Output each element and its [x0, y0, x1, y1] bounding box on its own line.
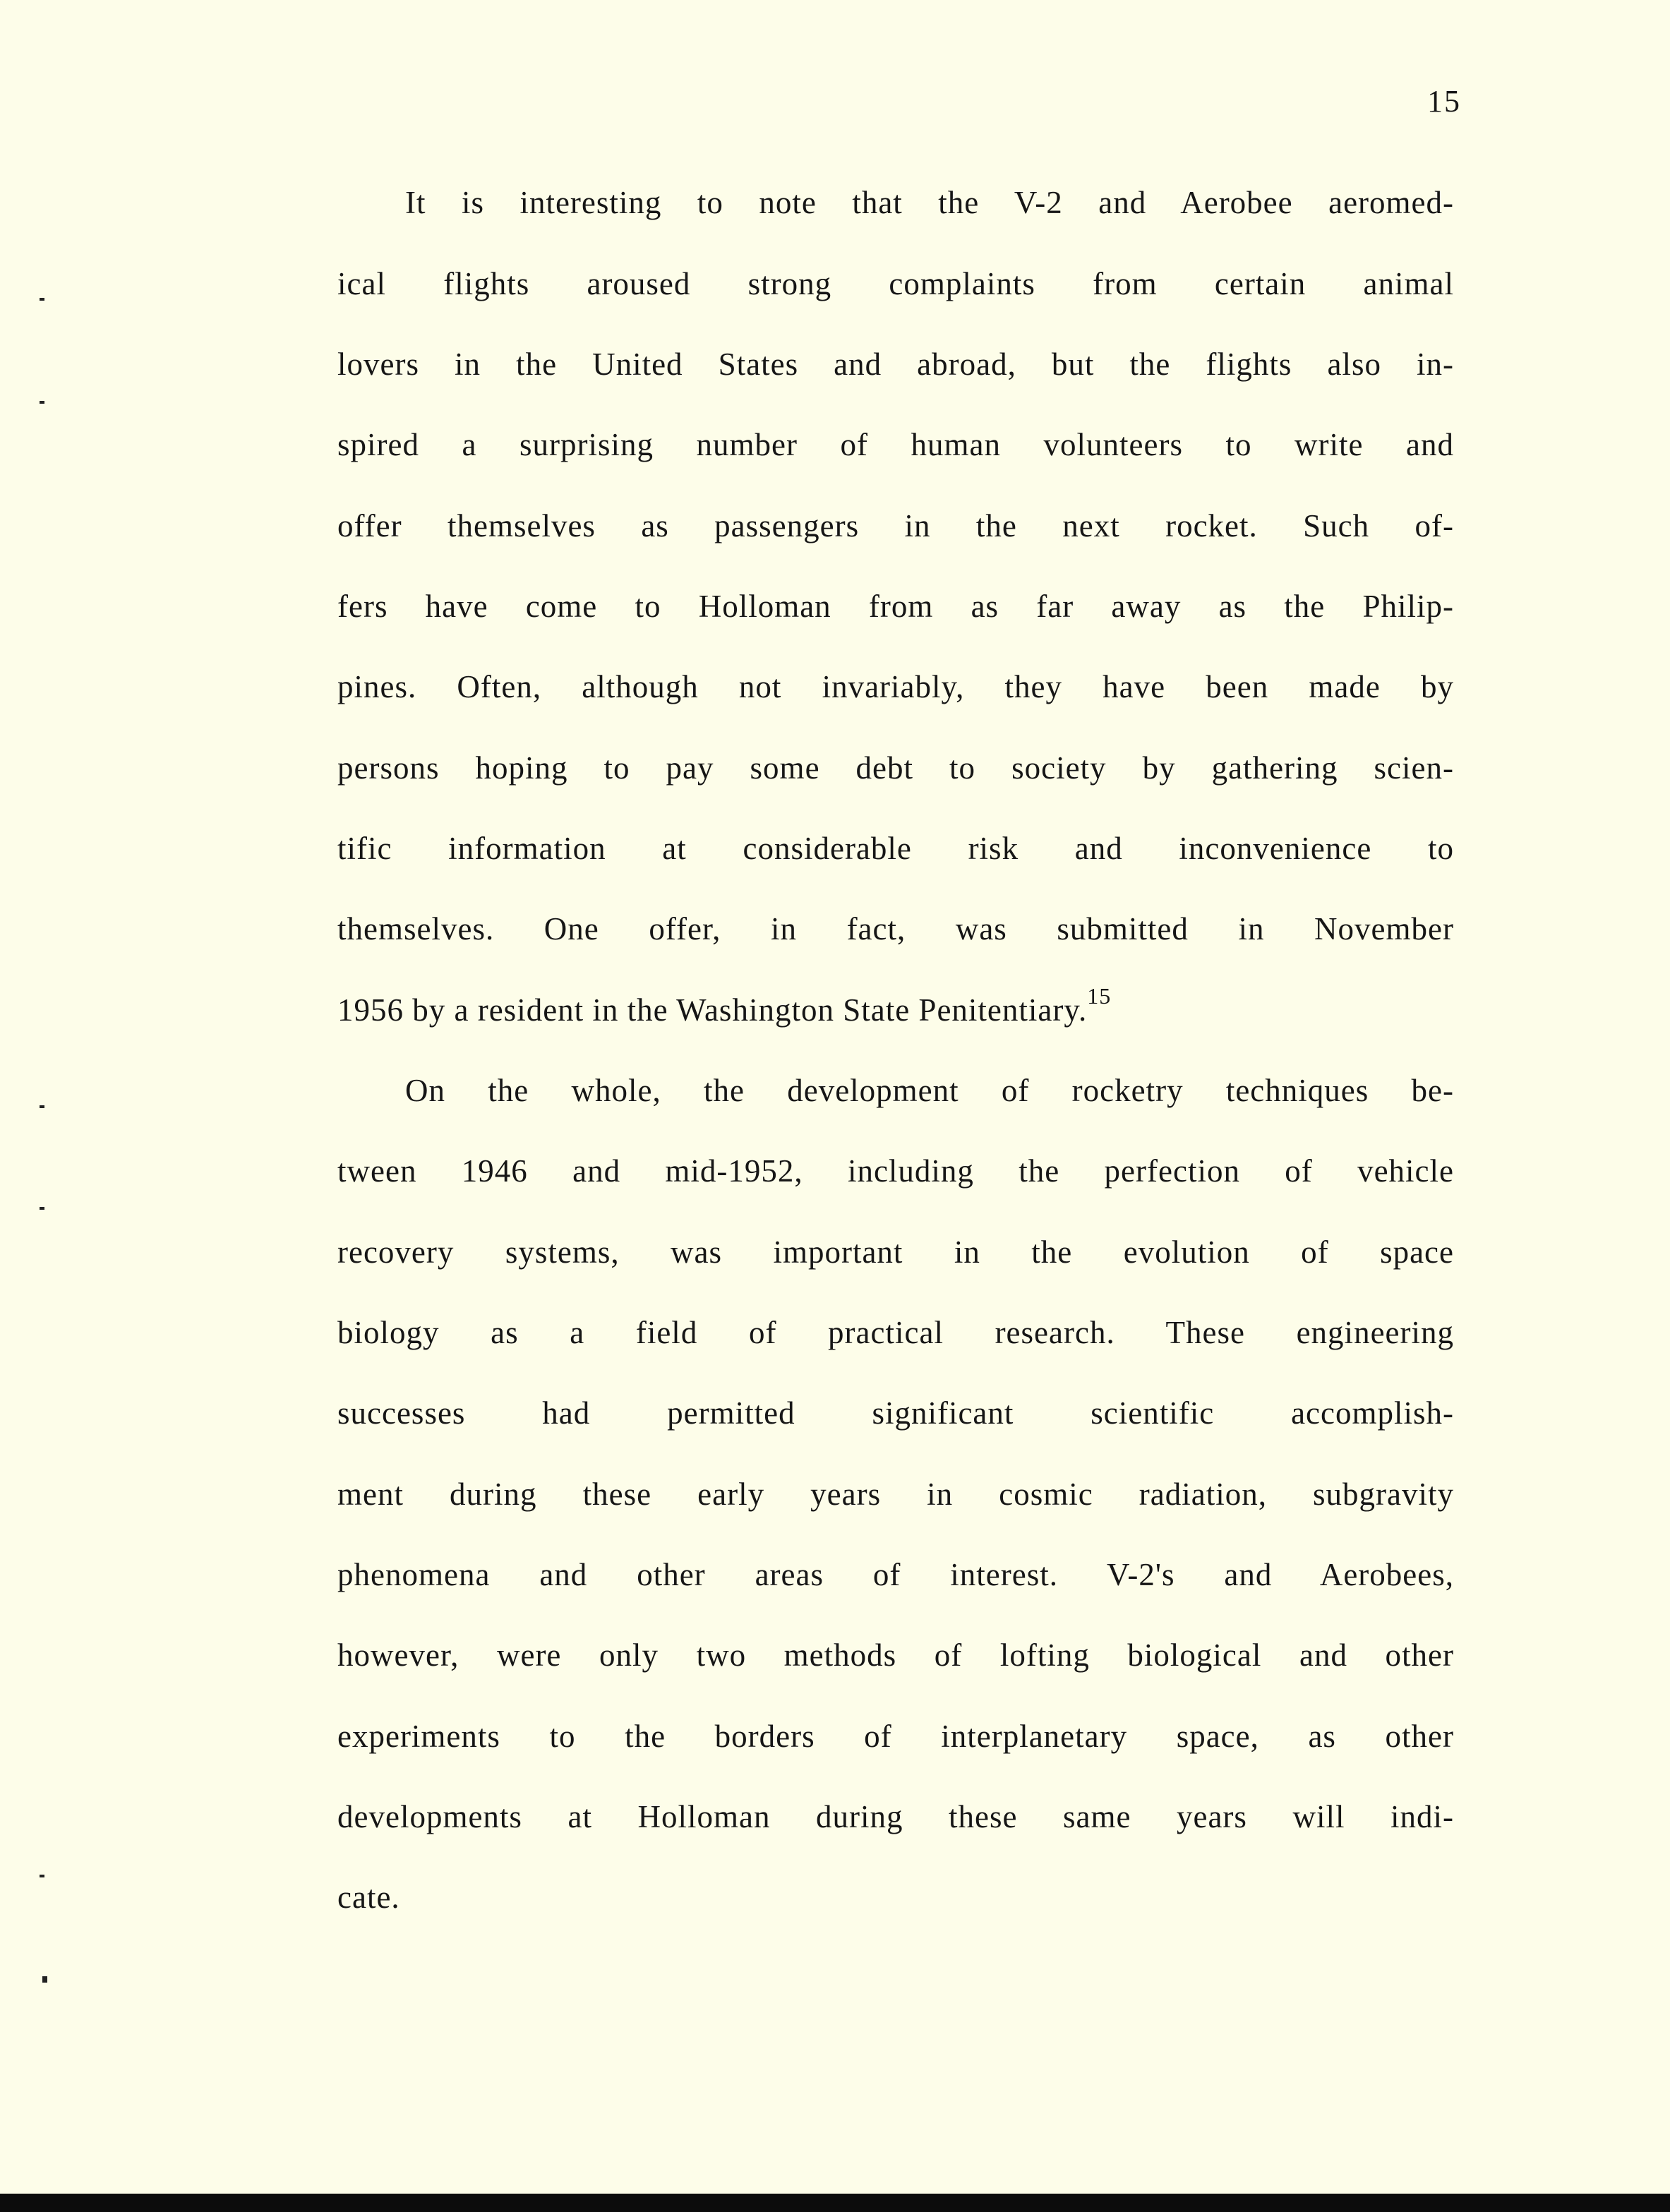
- text-line: lovers in the United States and abroad, but the flights also in-: [337, 347, 1454, 382]
- scan-speck: [40, 1875, 44, 1877]
- footnote-reference: 15: [1087, 983, 1112, 1009]
- text-line: ment during these early years in cosmic radiation, subgravity: [337, 1477, 1454, 1512]
- text-line: phenomena and other areas of interest. V-2's and Aerobees,: [337, 1557, 1454, 1592]
- text-line: spired a surprising number of human volunteers to write and: [337, 427, 1454, 462]
- scan-speck: [40, 298, 44, 301]
- text-line: experiments to the borders of interplanetary space, as other: [337, 1719, 1454, 1754]
- text-line: developments at Holloman during these same years will indi-: [337, 1799, 1454, 1834]
- text-line: tific information at considerable risk and inconvenience to: [337, 831, 1454, 866]
- text-line-with-footnote: [337, 983, 1112, 1031]
- text-line: however, were only two methods of lofting biological and other: [337, 1637, 1454, 1673]
- text-line: themselves. One offer, in fact, was submitted in November: [337, 911, 1454, 946]
- text-line: tween 1946 and mid-1952, including the perfection of vehicle: [337, 1153, 1454, 1189]
- text-line: On the whole, the development of rocketry techniques be-: [405, 1073, 1454, 1108]
- text-line: pines. Often, although not invariably, they have been made by: [337, 669, 1454, 704]
- page-number: 15: [1427, 84, 1461, 119]
- scan-speck: [42, 1976, 47, 1983]
- text-line: recovery systems, was important in the evolution of space: [337, 1234, 1454, 1270]
- text-line: fers have come to Holloman from as far away as the Philip-: [337, 589, 1454, 624]
- text-line: cate.: [337, 1880, 400, 1915]
- scan-speck: [40, 1207, 44, 1210]
- text-line: 1956 by a resident in the Washington State Penitentiary.: [337, 992, 1088, 1028]
- text-line: ical flights aroused strong complaints from certain animal: [337, 266, 1454, 301]
- scan-speck: [40, 1105, 44, 1108]
- text-line: persons hoping to pay some debt to society by gathering scien-: [337, 750, 1454, 786]
- text-line: It is interesting to note that the V-2 and Aerobee aeromed-: [405, 185, 1454, 220]
- text-line: successes had permitted significant scientific accomplish-: [337, 1395, 1454, 1431]
- text-line: offer themselves as passengers in the next rocket. Such of-: [337, 508, 1454, 543]
- scan-edge: [0, 2194, 1670, 2212]
- scan-speck: [40, 401, 44, 404]
- text-line: biology as a field of practical research. These engineering: [337, 1315, 1454, 1350]
